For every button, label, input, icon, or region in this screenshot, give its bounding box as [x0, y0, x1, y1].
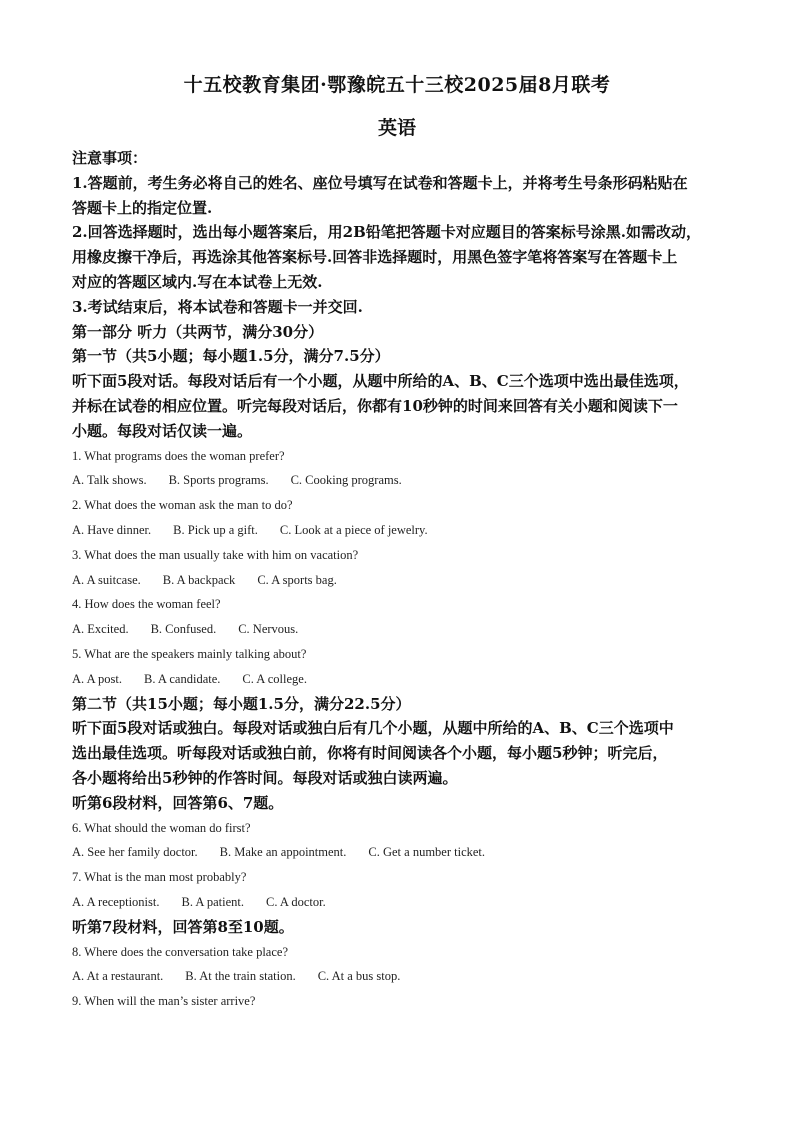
section2-instruction: 各小题将给出5秒钟的作答时间。每段对话或独白读两遍。 — [72, 768, 458, 787]
option-a: A. See her family doctor. — [72, 845, 198, 860]
option-a: A. At a restaurant. — [72, 969, 164, 984]
notes-heading: 注意事项： — [72, 149, 148, 167]
option-b: B. Pick up a gift. — [173, 522, 258, 537]
question-options — [72, 568, 728, 593]
question-options — [72, 964, 728, 989]
subject-title: 英语 — [377, 117, 416, 139]
option-c: C. A college. — [242, 671, 307, 686]
option-b: B. Sports programs. — [168, 473, 269, 488]
option-b: B. At the train station. — [185, 969, 296, 984]
note-line: 答题卡上的指定位置. — [72, 198, 213, 217]
note-line: 用橡皮擦干净后，再选涂其他答案标号.回答非选择题时，用黑色签字笔将答案写在答题卡上 — [72, 248, 678, 267]
option-a: A. A post. — [72, 671, 123, 686]
question-text: 1. What programs does the woman prefer? — [72, 448, 285, 463]
question-text: 6. What should the woman do first? — [72, 820, 251, 835]
question-text: 7. What is the man most probably? — [72, 870, 247, 885]
question-text: 2. What does the woman ask the man to do? — [72, 498, 293, 513]
question-options — [72, 840, 728, 865]
part1-heading: 第一部分 听力（共两节，满分30分） — [72, 322, 324, 341]
option-b: B. A candidate. — [144, 671, 221, 686]
section2-instruction: 听下面5段对话或独白。每段对话或独白后有几个小题，从题中所给的A、B、C三个选项中 — [72, 719, 674, 738]
option-a: A. A suitcase. — [72, 572, 141, 587]
material-6-heading: 听第6段材料，回答第6、7题。 — [72, 793, 284, 812]
question-text: 5. What are the speakers mainly talking about? — [72, 646, 307, 661]
note-line: 3.考试结束后，将本试卷和答题卡一并交回. — [72, 297, 363, 316]
note-line: 2.回答选择题时，选出每小题答案后，用2B铅笔把答题卡对应题目的答案标号涂黑.如需改动， — [72, 223, 702, 242]
question-options — [72, 468, 728, 493]
exam-content — [72, 146, 728, 1014]
option-b: B. A patient. — [181, 894, 244, 909]
option-a: A. A receptionist. — [72, 894, 160, 909]
option-b: B. Make an appointment. — [219, 845, 347, 860]
option-b: B. Confused. — [150, 622, 217, 637]
exam-title: 十五校教育集团·鄂豫皖五十三校2025届8月联考 — [183, 74, 611, 96]
section2-heading: 第二节（共15小题；每小题1.5分，满分22.5分） — [72, 694, 411, 713]
question-text: 4. How does the woman feel? — [72, 597, 221, 612]
option-c: C. A sports bag. — [257, 572, 337, 587]
section1-instruction: 听下面5段对话。每段对话后有一个小题，从题中所给的A、B、C三个选项中选出最佳选项， — [72, 372, 689, 391]
section1-instruction: 并标在试卷的相应位置。听完每段对话后，你都有10秒钟的时间来回答有关小题和阅读下一 — [72, 396, 678, 415]
option-c: C. At a bus stop. — [317, 969, 401, 984]
question-options — [72, 667, 728, 692]
option-b: B. A backpack — [162, 572, 236, 587]
note-line: 1.答题前，考生务必将自己的姓名、座位号填写在试卷和答题卡上，并将考生号条形码粘贴在 — [72, 173, 688, 192]
section1-instruction: 小题。每段对话仅读一遍。 — [72, 421, 253, 440]
material-7-heading: 听第7段材料，回答第8至10题。 — [72, 917, 294, 936]
question-options — [72, 890, 728, 915]
section2-instruction: 选出最佳选项。听每段对话或独白前，你将有时间阅读各个小题，每小题5秒钟；听完后， — [72, 744, 668, 763]
option-c: C. Cooking programs. — [290, 473, 402, 488]
section1-heading: 第一节（共5小题；每小题1.5分，满分7.5分） — [72, 347, 390, 366]
question-text: 9. When will the man’s sister arrive? — [72, 994, 256, 1009]
note-line: 对应的答题区域内.写在本试卷上无效. — [72, 272, 323, 291]
option-c: C. Look at a piece of jewelry. — [279, 522, 428, 537]
option-c: C. Get a number ticket. — [368, 845, 486, 860]
option-a: A. Have dinner. — [72, 522, 152, 537]
option-a: A. Excited. — [72, 622, 129, 637]
option-a: A. Talk shows. — [72, 473, 147, 488]
question-text: 8. Where does the conversation take place? — [72, 944, 288, 959]
question-options — [72, 518, 728, 543]
question-options — [72, 617, 728, 642]
question-text: 3. What does the man usually take with him on vacation? — [72, 547, 359, 562]
option-c: C. Nervous. — [238, 622, 299, 637]
option-c: C. A doctor. — [266, 894, 326, 909]
